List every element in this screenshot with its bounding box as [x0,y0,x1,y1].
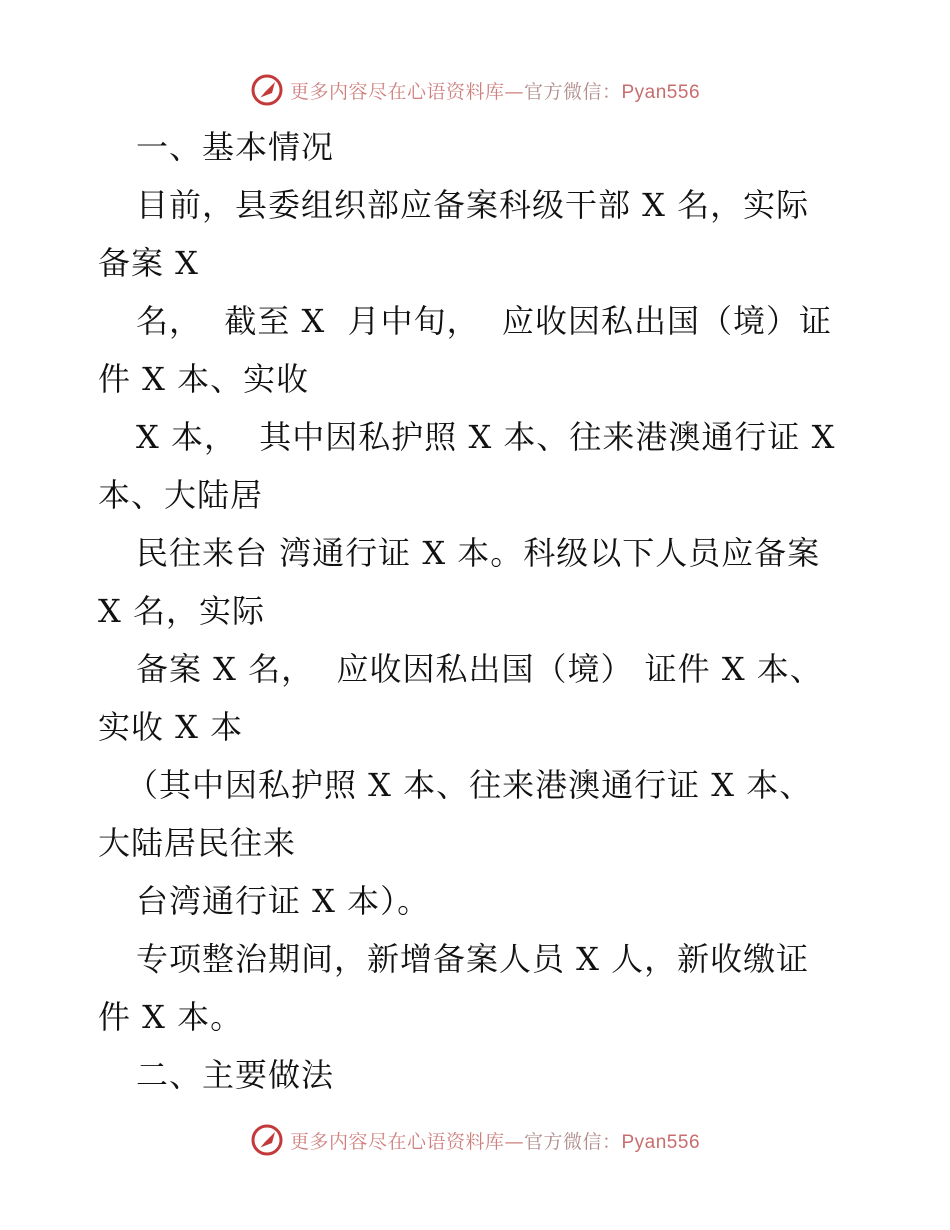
paragraph-line: X 本， 其中因私护照 X 本、往来港澳通行证 X [136,418,836,456]
watermark-separator: — [504,1130,524,1153]
watermark-wechat-label: 官方微信： [523,1130,622,1153]
paragraph-line: X 名，实际 [98,592,265,630]
header-watermark-banner [0,70,950,110]
paragraph-line: 件 X 本、实收 [98,360,310,398]
section-heading-main-practices: 二、主要做法 [136,1056,335,1094]
watermark-text [290,77,700,104]
watermark-separator: — [504,80,524,103]
section-heading-basic-situation: 一、基本情况 [136,128,335,166]
watermark-site-text: 更多内容尽在心语资料库 [289,1130,505,1153]
paragraph-line: （其中因私护照 X 本、往来港澳通行证 X 本、 [126,766,813,804]
paragraph-line: 备案 X [98,244,199,282]
paragraph-line: 名， 截至 X 月中旬， 应收因私出国（境）证 [136,302,832,340]
watermark-site-text: 更多内容尽在心语资料库 [289,80,505,103]
watermark-handle: Pyan556 [621,1131,701,1153]
feather-pen-logo-icon [250,73,284,107]
paragraph-line: 实收 X 本 [98,708,244,746]
paragraph-line: 件 X 本。 [98,998,244,1036]
footer-watermark-banner [0,1120,950,1160]
paragraph-line: 专项整治期间，新增备案人员 X 人，新收缴证 [136,940,810,978]
feather-pen-logo-icon [250,1123,284,1157]
paragraph-line: 民往来台 湾通行证 X 本。科级以下人员应备案 [136,534,821,572]
watermark-wechat-label: 官方微信： [523,80,622,103]
paragraph-line: 目前，县委组织部应备案科级干部 X 名，实际 [136,186,810,224]
paragraph-line: 备案 X 名， 应收因私出国（境） 证件 X 本、 [136,650,823,688]
paragraph-line: 本、大陆居 [98,476,264,514]
watermark-text [290,1127,700,1154]
paragraph-line: 大陆居民往来 [98,824,297,862]
watermark-handle: Pyan556 [621,81,701,103]
paragraph-line: 台湾通行证 X 本）。 [136,882,431,920]
document-body [98,118,858,1104]
